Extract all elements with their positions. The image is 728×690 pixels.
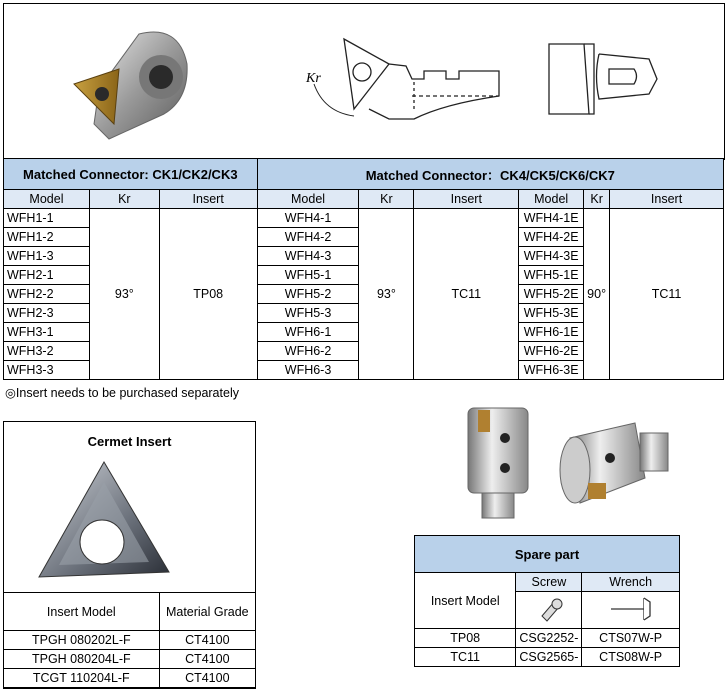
insert-cell: TP08 [159, 209, 257, 380]
model-cell: WFH2-1 [4, 266, 90, 285]
screw-icon [534, 594, 564, 624]
model-cell: WFH1-3 [4, 247, 90, 266]
model-cell: WFH3-3 [4, 361, 90, 380]
insert-cell: TC11 [610, 209, 724, 380]
col-insert-model: Insert Model [4, 593, 160, 631]
model-cell: WFH5-3E [519, 304, 584, 323]
group1-header: Matched Connector: CK1/CK2/CK3 [4, 159, 258, 190]
cermet-insert-image [34, 457, 174, 592]
insert-model-cell: TC11 [415, 648, 516, 667]
kr-angle-label: Kr [306, 71, 321, 86]
insert-model-cell: TP08 [415, 629, 516, 648]
model-cell: WFH1-2 [4, 228, 90, 247]
insert-model-cell: TPGH 080202L-F [4, 631, 160, 650]
screw-model-cell: CSG2252- [516, 629, 582, 648]
tool-holder-image [69, 29, 194, 144]
col-model: Model [519, 190, 584, 209]
model-cell: WFH1-1 [4, 209, 90, 228]
col-wrench: Wrench [582, 573, 680, 592]
side-view-drawing [539, 34, 669, 124]
table-row [4, 209, 724, 228]
col-insert-model: Insert Model [415, 573, 516, 629]
model-cell: WFH4-1E [519, 209, 584, 228]
kr-cell: 90° [584, 209, 610, 380]
model-cell: WFH5-2 [257, 285, 359, 304]
table-row [415, 648, 680, 667]
insert-model-cell: TPGH 080204L-F [4, 650, 160, 669]
model-cell: WFH6-1 [257, 323, 359, 342]
col-model: Model [257, 190, 359, 209]
model-cell: WFH3-1 [4, 323, 90, 342]
col-insert: Insert [414, 190, 519, 209]
table-row [415, 629, 680, 648]
model-cell: WFH4-2E [519, 228, 584, 247]
cermet-table [3, 592, 256, 688]
spare-title: Spare part [415, 536, 680, 573]
wrench-model-cell: CTS08W-P [582, 648, 680, 667]
model-cell: WFH5-2E [519, 285, 584, 304]
model-cell: WFH4-3 [257, 247, 359, 266]
col-insert: Insert [159, 190, 257, 209]
model-cell: WFH4-3E [519, 247, 584, 266]
grade-cell: CT4100 [159, 669, 255, 688]
col-kr: Kr [584, 190, 610, 209]
boring-head-image [460, 398, 690, 523]
table-row [4, 631, 256, 650]
model-cell: WFH4-1 [257, 209, 359, 228]
cermet-title: Cermet Insert [87, 434, 172, 449]
screw-cell [516, 592, 582, 629]
model-cell: WFH5-1 [257, 266, 359, 285]
model-cell: WFH6-3 [257, 361, 359, 380]
col-insert: Insert [610, 190, 724, 209]
model-cell: WFH2-3 [4, 304, 90, 323]
wrench-model-cell: CTS07W-P [582, 629, 680, 648]
model-cell: WFH3-2 [4, 342, 90, 361]
table-row [4, 650, 256, 669]
table-row [4, 669, 256, 688]
kr-cell: 93° [89, 209, 159, 380]
grade-cell: CT4100 [159, 631, 255, 650]
insert-cell: TC11 [414, 209, 519, 380]
col-screw: Screw [516, 573, 582, 592]
screw-model-cell: CSG2565- [516, 648, 582, 667]
group2-header: Matched Connector：CK4/CK5/CK6/CK7 [257, 159, 723, 190]
col-kr: Kr [359, 190, 414, 209]
model-cell: WFH6-2 [257, 342, 359, 361]
model-cell: WFH6-1E [519, 323, 584, 342]
spare-part-table [414, 535, 680, 667]
col-material-grade: Material Grade [159, 593, 255, 631]
model-cell: WFH6-3E [519, 361, 584, 380]
model-cell: WFH2-2 [4, 285, 90, 304]
model-cell: WFH6-2E [519, 342, 584, 361]
kr-cell: 93° [359, 209, 414, 380]
model-cell: WFH4-2 [257, 228, 359, 247]
wrench-icon [606, 594, 656, 624]
model-cell: WFH5-3 [257, 304, 359, 323]
col-kr: Kr [89, 190, 159, 209]
model-cell: WFH5-1E [519, 266, 584, 285]
col-model: Model [4, 190, 90, 209]
technical-drawing [294, 24, 504, 134]
top-illustration-panel [3, 3, 725, 160]
wrench-cell [582, 592, 680, 629]
grade-cell: CT4100 [159, 650, 255, 669]
insert-model-cell: TCGT 110204L-F [4, 669, 160, 688]
purchase-note: ◎Insert needs to be purchased separately [5, 386, 239, 400]
spec-table [3, 158, 724, 380]
